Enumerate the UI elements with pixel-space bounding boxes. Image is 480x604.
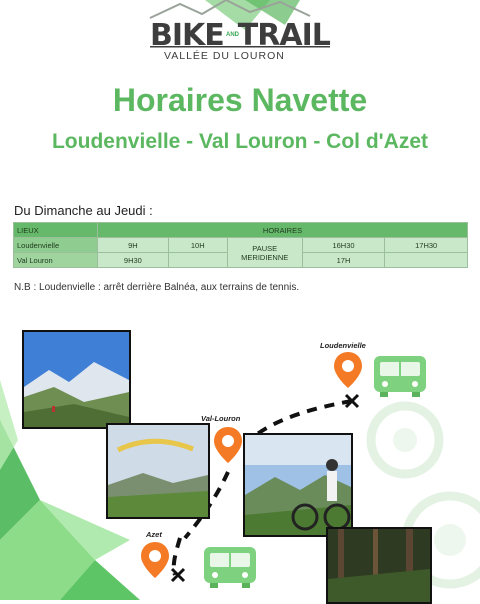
location-pin-icon [140,540,170,580]
bus-icon [372,354,428,398]
page-title: Horaires Navette [112,82,368,118]
table-row [14,238,468,253]
pause-cell: PAUSE MERIDIENNE [227,238,302,268]
row-place: Loudenvielle [14,238,98,253]
time-cell: 17H30 [385,238,468,253]
time-cell: 9H [98,238,169,253]
row-place: Val Louron [14,253,98,268]
time-cell: 10H [168,238,227,253]
route-subtitle: Loudenvielle - Val Louron - Col d'Azet [51,130,428,153]
logo-wordmark: BIKE TRAIL [150,18,330,53]
header-times: HORAIRES [98,223,468,238]
time-cell [385,253,468,268]
location-pin-icon [333,350,363,390]
mountain-hiker-photo [22,330,131,429]
logo-and: AND [226,32,239,38]
logo-tagline: VALLÉE DU LOURON [164,50,285,62]
stop-label: Azet [146,530,162,539]
paraglider-photo [106,423,210,519]
stop-label: Val-Louron [201,414,241,423]
time-cell [168,253,227,268]
time-cell: 17H [302,253,385,268]
time-cell: 9H30 [98,253,169,268]
cross-marker-icon [344,393,360,409]
stop-note: N.B : Loudenvielle : arrêt derrière Balnéa, aux terrains de tennis. [14,282,300,293]
table-header-row [14,223,468,238]
cross-marker-icon [170,567,186,583]
brand-logo [140,0,340,68]
schedule-table [13,222,468,268]
days-label: Du Dimanche au Jeudi : [14,203,153,218]
bus-icon [202,545,258,589]
mountain-biker-photo [243,433,353,537]
stop-label: Loudenvielle [320,341,366,350]
location-pin-icon [213,425,243,465]
header-places: LIEUX [14,223,98,238]
forest-trail-photo [326,527,432,604]
time-cell: 16H30 [302,238,385,253]
